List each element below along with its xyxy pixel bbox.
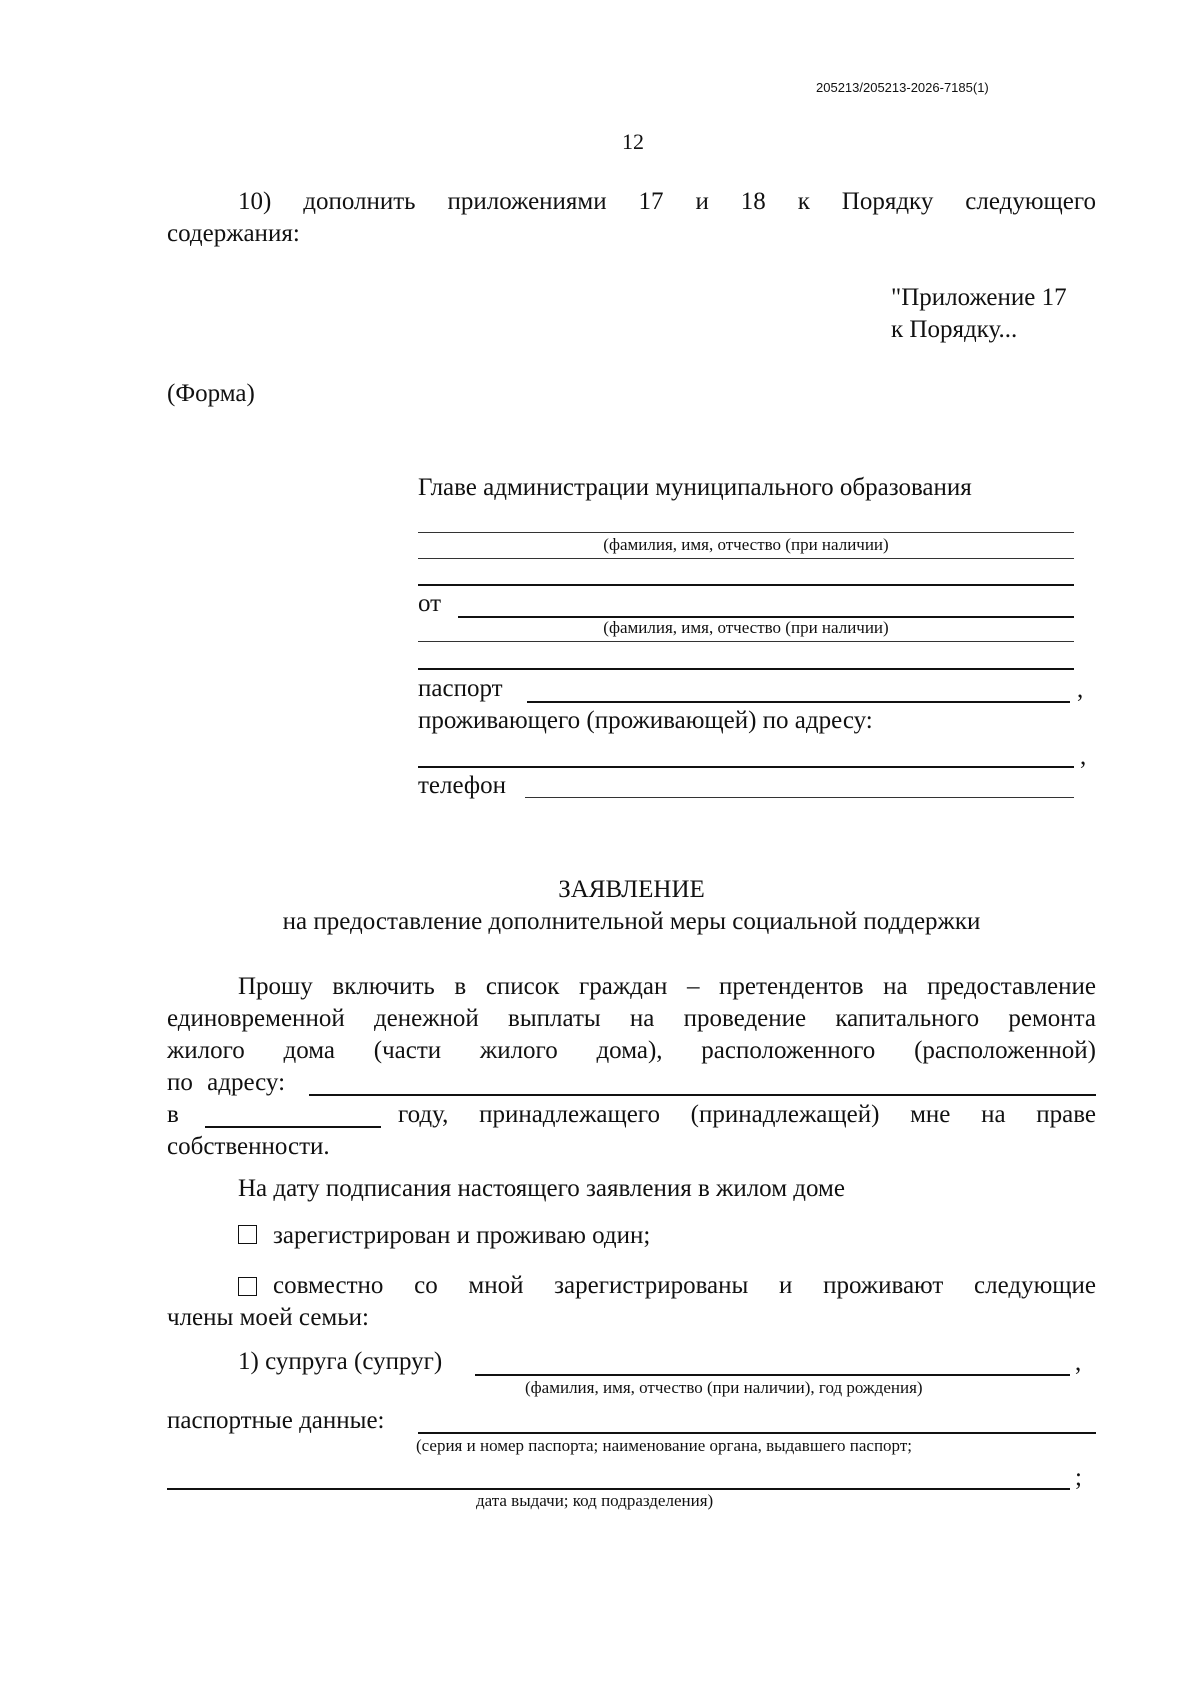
passport-data-line-2 bbox=[167, 1488, 1070, 1490]
passport-hint-2: дата выдачи; код подразделения) bbox=[476, 1491, 714, 1510]
passport-label: паспорт bbox=[418, 675, 503, 702]
address-line bbox=[418, 766, 1074, 768]
address-comma: , bbox=[1080, 743, 1087, 770]
option-alone bbox=[238, 1220, 650, 1252]
phone-label: телефон bbox=[418, 772, 506, 799]
option-family-line-2: члены моей семьи: bbox=[167, 1304, 369, 1331]
addressee-fio-line bbox=[418, 532, 1074, 533]
spouse-comma: , bbox=[1075, 1349, 1082, 1376]
body-line-5: году, принадлежащего (принадлежащей) мне на праве bbox=[398, 1101, 1096, 1128]
addressee-extra-line bbox=[418, 584, 1074, 586]
phone-line bbox=[525, 797, 1074, 798]
passport-line bbox=[527, 701, 1070, 703]
addressee-fio-underline bbox=[418, 558, 1074, 559]
year-prefix: в bbox=[167, 1101, 179, 1128]
passport-data-line bbox=[418, 1432, 1096, 1434]
option-alone-label: зарегистрирован и проживаю один; bbox=[273, 1222, 651, 1249]
addressee-fio-hint: (фамилия, имя, отчество (при наличии) bbox=[603, 535, 889, 554]
appendix-ref: к Порядку... bbox=[891, 316, 1018, 343]
body-line-3: жилого дома (части жилого дома), расположенного (расположенной) bbox=[167, 1037, 1096, 1064]
from-fio-hint: (фамилия, имя, отчество (при наличии) bbox=[603, 618, 889, 637]
document-id: 205213/205213-2026-7185(1) bbox=[816, 80, 989, 95]
form-label: (Форма) bbox=[167, 380, 255, 407]
page-number: 12 bbox=[622, 129, 644, 154]
checkbox-family[interactable] bbox=[238, 1277, 257, 1296]
statement-title: ЗАЯВЛЕНИЕ bbox=[558, 876, 705, 903]
passport-data-label: паспортные данные: bbox=[167, 1407, 385, 1434]
body-line-2: единовременной денежной выплаты на проведение капитального ремонта bbox=[167, 1005, 1096, 1032]
passport-comma: , bbox=[1077, 676, 1084, 703]
from-extra-line bbox=[418, 668, 1074, 670]
intro-line-1: 10) дополнить приложениями 17 и 18 к Порядку следующего bbox=[238, 188, 1096, 215]
spouse-label: 1) супруга (супруг) bbox=[238, 1348, 443, 1375]
from-fio-underline bbox=[418, 641, 1074, 642]
statement-subtitle: на предоставление дополнительной меры социальной поддержки bbox=[282, 908, 981, 935]
passport-semicolon: ; bbox=[1075, 1464, 1082, 1491]
checkbox-alone[interactable] bbox=[238, 1225, 257, 1244]
from-label: от bbox=[418, 590, 442, 617]
property-address-line bbox=[309, 1094, 1096, 1096]
appendix-title: "Приложение 17 bbox=[891, 284, 1067, 311]
body-line-4: по адресу: bbox=[167, 1069, 286, 1096]
date-statement: На дату подписания настоящего заявления в жилом доме bbox=[238, 1175, 845, 1202]
passport-hint-1: (серия и номер паспорта; наименование органа, выдавшего паспорт; bbox=[416, 1436, 912, 1455]
spouse-line bbox=[475, 1374, 1070, 1376]
year-line bbox=[205, 1126, 381, 1128]
spouse-hint: (фамилия, имя, отчество (при наличии), год рождения) bbox=[525, 1378, 923, 1397]
residing-label: проживающего (проживающей) по адресу: bbox=[418, 707, 873, 734]
option-family-label: совместно со мной зарегистрированы и проживают следующие bbox=[273, 1272, 1096, 1299]
option-family bbox=[238, 1270, 1096, 1302]
body-line-1: Прошу включить в список граждан – претендентов на предоставление bbox=[238, 973, 1096, 1000]
body-line-6: собственности. bbox=[167, 1133, 330, 1160]
addressee-head: Главе администрации муниципального образования bbox=[418, 474, 972, 501]
intro-line-2: содержания: bbox=[167, 220, 300, 247]
